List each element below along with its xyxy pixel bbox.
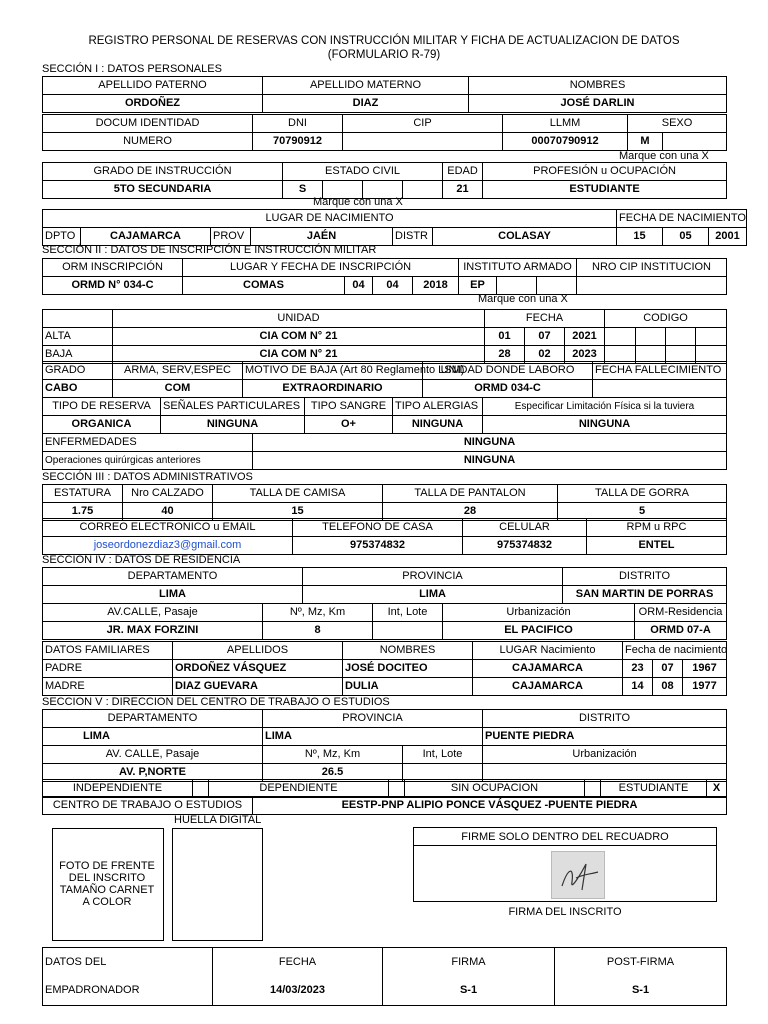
label-numero-mz: Nº, Mz, Km [263,604,373,622]
section-3-title: SECCIÓN III : DATOS ADMINISTRATIVOS [42,471,253,483]
label-fecha-empadronador: FECHA [213,948,383,977]
familia-table [42,641,727,696]
section-4-title: SECCION IV : DATOS DE RESIDENCIA [42,554,241,566]
alta-unidad: CIA COM N° 21 [113,328,485,346]
rpm: ENTEL [587,537,727,555]
label-nombres: NOMBRES [469,77,727,95]
alta-dia: 01 [485,328,525,346]
estudiante-mark: X [707,780,727,798]
label-alergias: TIPO ALERGIAS [393,398,483,416]
gorra: 5 [558,503,727,521]
email-link[interactable]: joseordonezdiaz3@gmail.com [43,537,293,555]
nac-anio: 2001 [709,228,747,246]
huella-label: HUELLA DIGITAL [174,814,262,826]
label-fecha-nacimiento: FECHA DE NACIMIENTO [617,210,747,228]
distrito-trabajo: PUENTE PIEDRA [483,728,727,746]
sexo-value: M [628,133,663,151]
nac-mes: 05 [663,228,709,246]
tipo-reserva: ORGANICA [43,416,161,434]
nombres: JOSÉ DARLIN [469,95,727,113]
postfirma: S-1 [555,977,727,1006]
baja-unidad: CIA COM N° 21 [113,346,485,364]
label-prov: PROV [211,228,251,246]
calzado: 40 [123,503,213,521]
names-table [42,76,727,113]
nac-dia: 15 [617,228,663,246]
edad: 21 [443,181,483,199]
label-orm-inscripcion: ORM INSCRIPCIÓN [43,259,183,277]
label-urbanizacion-trabajo: Urbanización [483,746,727,764]
label-apellidos: APELLIDOS [173,642,343,660]
label-baja: BAJA [43,346,113,364]
fecha-empadronador: 14/03/2023 [213,977,383,1006]
signature-box-label: FIRME SOLO DENTRO DEL RECUADRO [461,831,669,843]
label-camisa: TALLA DE CAMISA [213,485,383,503]
label-rpm: RPM u RPC [587,519,727,537]
dni-value: 70790912 [253,133,343,151]
label-estatura: ESTATURA [43,485,123,503]
firma-inscrito-label: FIRMA DEL INSCRITO [508,906,622,918]
label-fecha: FECHA [485,310,605,328]
label-firma-empadronador: FIRMA [383,948,555,977]
document-table [42,114,727,151]
label-apellido-paterno: APELLIDO PATERNO [43,77,263,95]
insc-mes: 04 [373,277,413,295]
padre-lugar: CAJAMARCA [473,660,623,678]
enfermedades: NINGUNA [253,434,727,452]
label-unidad-laboro: UNIDAD DONDE LABORO [423,362,593,380]
provincia-trabajo: LIMA [263,728,483,746]
reserva-table [42,397,727,434]
form-title: REGISTRO PERSONAL DE RESERVAS CON INSTRUCCIÓN MILITAR Y FICHA DE ACTUALIZACION DE DATOS [88,35,680,47]
label-dependiente: DEPENDIENTE [209,780,389,798]
madre-dia: 14 [623,678,653,696]
label-edad: EDAD [443,163,483,181]
motivo-baja: EXTRAORDINARIO [243,380,423,398]
form-subtitle: (FORMULARIO R-79) [327,49,441,61]
empadronador-table [42,947,727,1006]
label-datos-familiares: DATOS FAMILIARES [43,642,173,660]
insc-anio: 2018 [413,277,459,295]
signature-image [551,851,605,899]
madre-mes: 08 [653,678,683,696]
alta-mes: 07 [525,328,565,346]
label-alta: ALTA [43,328,113,346]
padre-dia: 23 [623,660,653,678]
label-tipo-sangre: TIPO SANGRE [305,398,393,416]
apellido-materno: DIAZ [263,95,469,113]
label-fecha-fallecimiento: FECHA FALLECIMIENTO [593,362,727,380]
label-padre: PADRE [43,660,173,678]
label-madre: MADRE [43,678,173,696]
label-calle-trabajo: AV. CALLE, Pasaje [43,746,263,764]
label-grado: GRADO [43,362,113,380]
label-postfirma: POST-FIRMA [555,948,727,977]
fingerprint-box [172,828,263,941]
instituto-mark: EP [459,277,497,295]
marque-note-1: Marque con una X [619,150,709,162]
trabajo-table [42,709,727,782]
madre-lugar: CAJAMARCA [473,678,623,696]
label-departamento-trabajo: DEPARTAMENTO [43,710,263,728]
label-empadronador: EMPADRONADOR [43,977,213,1006]
padre-anio: 1967 [683,660,727,678]
label-motivo-baja: MOTIVO DE BAJA (Art 80 Reglamento LSM) [243,362,423,380]
label-email: CORREO ELECTRONICO u EMAIL [43,519,293,537]
inscription-table [42,258,727,295]
label-lugar-nacimiento: LUGAR DE NACIMIENTO [43,210,617,228]
apellido-paterno: ORDOÑEZ [43,95,263,113]
padre-mes: 07 [653,660,683,678]
limitacion: NINGUNA [483,416,727,434]
llmm-value: 00070790912 [503,133,628,151]
label-arma: ARMA, SERV,ESPEC [113,362,243,380]
grado: CABO [43,380,113,398]
urbanizacion: EL PACIFICO [443,622,635,640]
label-numero-trabajo: Nº, Mz, Km [263,746,403,764]
label-tipo-reserva: TIPO DE RESERVA [43,398,161,416]
label-lugar-nac-fam: LUGAR Nacimiento [473,642,623,660]
contact-table [42,518,727,555]
label-distr: DISTR [393,228,433,246]
unidad-laboro: ORMD 034-C [423,380,593,398]
label-limitacion: Especificar Limitación Física si la tuviera [483,398,727,416]
baja-dia: 28 [485,346,525,364]
operaciones: NINGUNA [253,452,727,470]
arma: COM [113,380,243,398]
label-dpto: DPTO [43,228,81,246]
lugar-inscripcion: COMAS [183,277,345,295]
calle: JR. MAX FORZINI [43,622,263,640]
label-calzado: Nro CALZADO [123,485,213,503]
label-codigo: CODIGO [605,310,727,328]
label-departamento: DEPARTAMENTO [43,568,303,586]
label-telefono: TELEFONO DE CASA [293,519,463,537]
tipo-sangre: O+ [305,416,393,434]
grado-table [42,361,727,398]
label-int-lote-trabajo: Int, Lote [403,746,483,764]
grado-instruccion: 5TO SECUNDARIA [43,181,283,199]
label-unidad: UNIDAD [113,310,485,328]
provincia: LIMA [303,586,563,604]
label-numero: NUMERO [43,133,253,151]
departamento: LIMA [43,586,303,604]
label-docum-identidad: DOCUM IDENTIDAD [43,115,253,133]
madre-apellidos: DIAZ GUEVARA [173,678,343,696]
orm-residencia: ORMD 07-A [635,622,727,640]
label-fecha-nac-fam: Fecha de nacimiento [623,642,727,660]
camisa: 15 [213,503,383,521]
label-instituto: INSTITUTO ARMADO [459,259,577,277]
label-lugar-fecha: LUGAR Y FECHA DE INSCRIPCIÓN [183,259,459,277]
centro-table [42,796,727,815]
orm-inscripcion: ORMD N° 034-C [43,277,183,295]
label-urbanizacion: Urbanización [443,604,635,622]
alta-anio: 2021 [565,328,605,346]
photo-box-text: FOTO DE FRENTE DEL INSCRITO TAMAÑO CARNET A COLOR [59,860,155,908]
label-estudiante: ESTUDIANTE [601,780,707,798]
label-grado-instruccion: GRADO DE INSTRUCCIÓN [43,163,283,181]
prov: JAÉN [251,228,393,246]
senales: NINGUNA [161,416,305,434]
label-sexo: SEXO [628,115,727,133]
label-estado-civil: ESTADO CIVIL [283,163,443,181]
centro-trabajo: EESTP-PNP ALIPIO PONCE VÁSQUEZ -PUENTE PIEDRA [253,797,727,815]
label-nro-cip: NRO CIP INSTITUCION [577,259,727,277]
label-provincia-trabajo: PROVINCIA [263,710,483,728]
distrito: SAN MARTIN DE PORRAS [563,586,727,604]
label-apellido-materno: APELLIDO MATERNO [263,77,469,95]
label-operaciones: Operaciones quirúrgicas anteriores [43,452,253,470]
tallas-table [42,484,727,521]
insc-dia: 04 [345,277,373,295]
marque-note-3: Marque con una X [478,293,568,305]
celular: 975374832 [463,537,587,555]
padre-apellidos: ORDOÑEZ VÁSQUEZ [173,660,343,678]
label-cip: CIP [343,115,503,133]
numero-mz: 8 [263,622,373,640]
residencia-table [42,567,727,640]
education-table [42,162,727,199]
distr: COLASAY [433,228,617,246]
signature-scribble-icon [552,852,604,898]
label-distrito: DISTRITO [563,568,727,586]
estado-civil-mark: S [283,181,323,199]
calle-trabajo: AV. P,NORTE [43,764,263,782]
baja-mes: 02 [525,346,565,364]
label-senales: SEÑALES PARTICULARES [161,398,305,416]
label-orm-residencia: ORM-Residencia [635,604,727,622]
section-5-title: SECCION V : DIRECCION DEL CENTRO DE TRABAJO O ESTUDIOS [42,696,390,708]
label-profesion: PROFESIÓN u OCUPACIÓN [483,163,727,181]
label-llmm: LLMM [503,115,628,133]
label-nombres-fam: NOMBRES [343,642,473,660]
madre-anio: 1977 [683,678,727,696]
label-pantalon: TALLA DE PANTALON [383,485,558,503]
label-enfermedades: ENFERMEDADES [43,434,253,452]
pantalon: 28 [383,503,558,521]
padre-nombres: JOSÉ DOCITEO [343,660,473,678]
label-int-lote: Int, Lote [373,604,443,622]
alta-baja-table [42,309,727,364]
label-dni: DNI [253,115,343,133]
baja-anio: 2023 [565,346,605,364]
health-table [42,433,727,470]
label-distrito-trabajo: DISTRITO [483,710,727,728]
label-provincia: PROVINCIA [303,568,563,586]
estatura: 1.75 [43,503,123,521]
birthplace-table [42,209,747,246]
label-independiente: INDEPENDIENTE [43,780,193,798]
label-sin-ocupacion: SIN OCUPACION [405,780,585,798]
section-1-title: SECCIÓN I : DATOS PERSONALES [42,63,222,75]
madre-nombres: DULIA [343,678,473,696]
telefono: 975374832 [293,537,463,555]
label-datos-del: DATOS DEL [43,948,213,977]
dpto: CAJAMARCA [81,228,211,246]
firma-empadronador: S-1 [383,977,555,1006]
label-calle: AV.CALLE, Pasaje [43,604,263,622]
alergias: NINGUNA [393,416,483,434]
departamento-trabajo: LIMA [43,728,263,746]
label-centro: CENTRO DE TRABAJO O ESTUDIOS [43,797,253,815]
numero-trabajo: 26.5 [263,764,403,782]
label-celular: CELULAR [463,519,587,537]
marque-note-2: Marque con una X [313,196,403,208]
profesion: ESTUDIANTE [483,181,727,199]
label-gorra: TALLA DE GORRA [558,485,727,503]
section-2-title: SECCIÓN II : DATOS DE INSCRIPCIÓN E INSTRUCCIÓN MILITAR [42,244,377,256]
